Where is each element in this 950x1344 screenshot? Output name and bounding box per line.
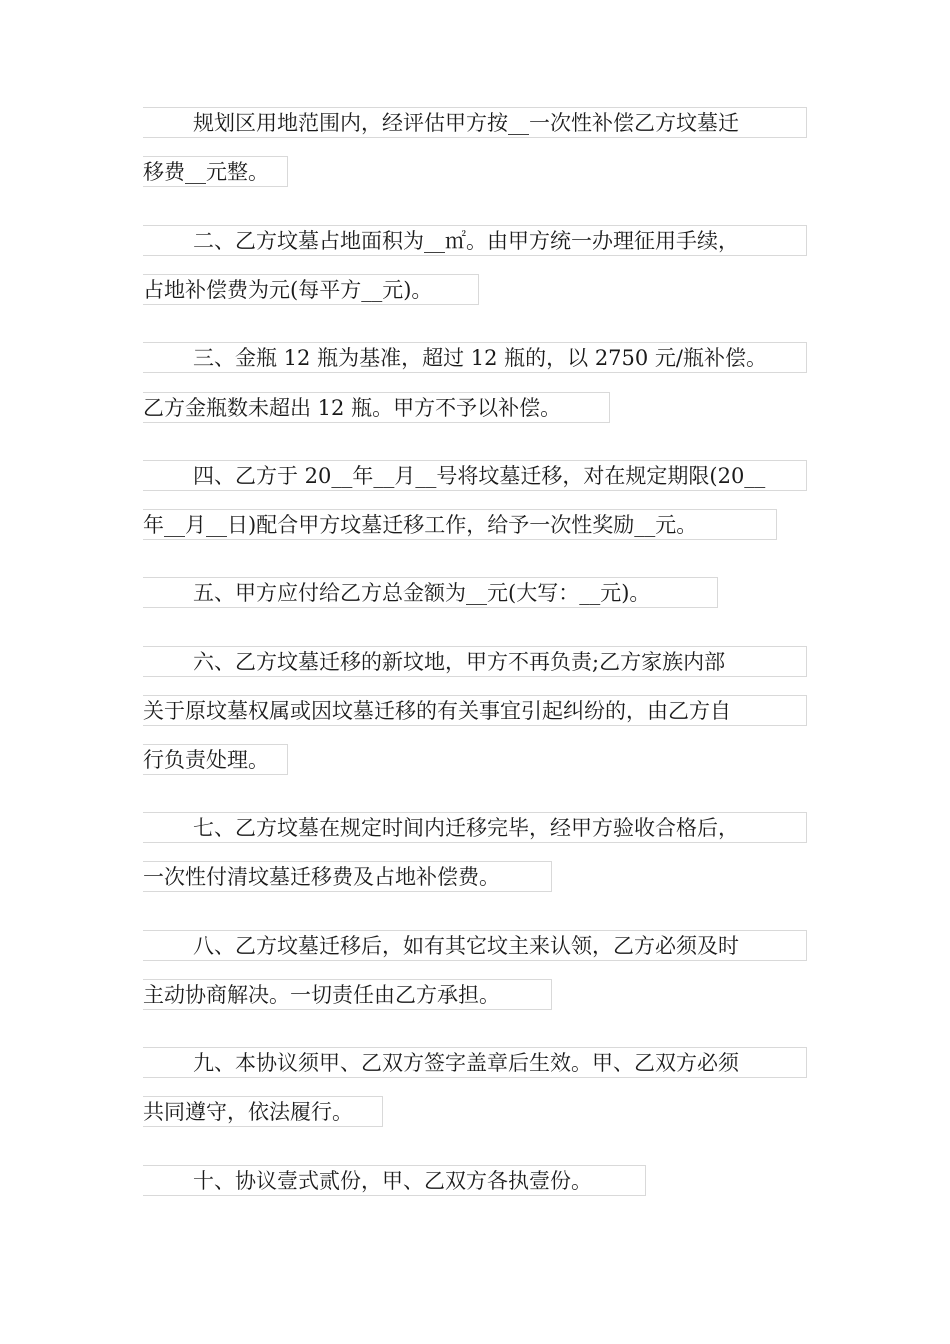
text-line: 行负责处理。 [143, 744, 288, 775]
text-line: 共同遵守，依法履行。 [143, 1096, 383, 1127]
text-line: 四、乙方于 20__年__月__号将坟墓迁移，对在规定期限(20__ [143, 460, 807, 491]
text-line: 乙方金瓶数未超出 12 瓶。甲方不予以补偿。 [143, 392, 610, 423]
text-line: 主动协商解决。一切责任由乙方承担。 [143, 979, 552, 1010]
text-line: 八、乙方坟墓迁移后，如有其它坟主来认领，乙方必须及时 [143, 930, 807, 961]
text-line: 二、乙方坟墓占地面积为__㎡。由甲方统一办理征用手续， [143, 225, 807, 256]
text-line: 三、金瓶 12 瓶为基准，超过 12 瓶的，以 2750 元/瓶补偿。 [143, 342, 807, 373]
text-line: 一次性付清坟墓迁移费及占地补偿费。 [143, 861, 552, 892]
text-line: 十、协议壹式贰份，甲、乙双方各执壹份。 [143, 1165, 646, 1196]
text-line: 占地补偿费为元(每平方__元)。 [143, 274, 479, 305]
text-line: 七、乙方坟墓在规定时间内迁移完毕，经甲方验收合格后， [143, 812, 807, 843]
text-line: 六、乙方坟墓迁移的新坟地，甲方不再负责;乙方家族内部 [143, 646, 807, 677]
text-line: 五、甲方应付给乙方总金额为__元(大写：__元)。 [143, 577, 718, 608]
text-line: 移费__元整。 [143, 156, 288, 187]
text-line: 年__月__日)配合甲方坟墓迁移工作，给予一次性奖励__元。 [143, 509, 777, 540]
text-line: 规划区用地范围内，经评估甲方按__一次性补偿乙方坟墓迁 [143, 107, 807, 138]
text-line: 关于原坟墓权属或因坟墓迁移的有关事宜引起纠纷的，由乙方自 [143, 695, 807, 726]
text-line: 九、本协议须甲、乙双方签字盖章后生效。甲、乙双方必须 [143, 1047, 807, 1078]
